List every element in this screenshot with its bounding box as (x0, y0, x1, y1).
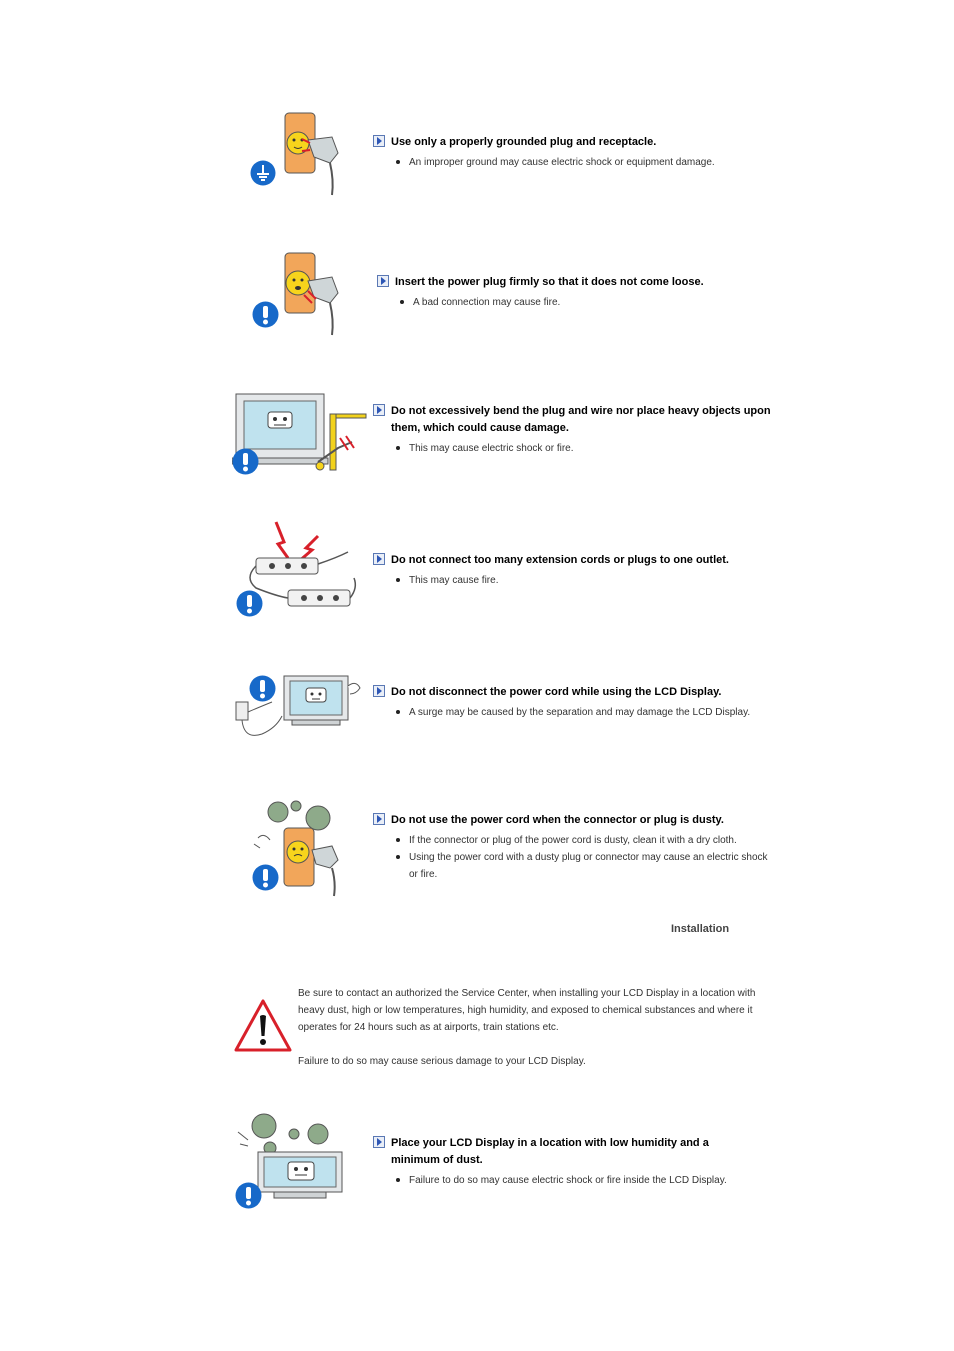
item-title: Place your LCD Display in a location with low humidity and a minimum of dust. (391, 1137, 709, 1166)
safety-item (377, 274, 777, 311)
exclamation-icon (236, 590, 263, 617)
exclamation-icon (252, 864, 279, 891)
bullet-arrow-icon (373, 404, 385, 416)
safety-item (373, 684, 773, 721)
safety-item (373, 812, 773, 883)
item-title: Do not connect too many extension cords or plugs to one outlet. (391, 554, 729, 566)
item-title: Use only a properly grounded plug and receptacle. (391, 136, 657, 148)
safety-item (373, 134, 773, 171)
safety-item (373, 1135, 753, 1189)
item-bullet: Using the power cord with a dusty plug or connector may cause an electric shock or fire. (391, 849, 771, 883)
installation-failure-text: Failure to do so may cause serious damage to your LCD Display. (298, 1056, 586, 1067)
illustration-disconnect-cord (232, 672, 372, 744)
bullet-arrow-icon (373, 685, 385, 697)
item-bullet: If the connector or plug of the power cord is dusty, clean it with a dry cloth. (391, 832, 771, 849)
item-bullet: Failure to do so may cause electric shock or fire inside the LCD Display. (391, 1172, 753, 1189)
item-bullet: This may cause electric shock or fire. (391, 440, 773, 457)
warning-triangle-icon (233, 998, 293, 1054)
section-label-installation: Installation (671, 923, 730, 935)
safety-item (373, 403, 773, 457)
item-title: Do not disconnect the power cord while using the LCD Display. (391, 686, 722, 698)
safety-item (373, 552, 773, 589)
item-bullet: A bad connection may cause fire. (395, 294, 777, 311)
item-bullet: This may cause fire. (391, 572, 773, 589)
bullet-arrow-icon (373, 813, 385, 825)
bullet-arrow-icon (373, 553, 385, 565)
ground-icon (250, 160, 276, 186)
item-bullet: An improper ground may cause electric shock or equipment damage. (391, 154, 773, 171)
item-title: Insert the power plug firmly so that it does not come loose. (395, 276, 704, 288)
item-title: Do not use the power cord when the connector or plug is dusty. (391, 814, 724, 826)
installation-warning-text: Be sure to contact an authorized the Service Center, when installing your LCD Display in a location with heavy dust, high or low temperatures, high humidity, and exposed to chemical substances and where it operates for 24 hours such as at airports, train stations etc. (298, 988, 756, 1033)
exclamation-icon (235, 1182, 262, 1209)
exclamation-icon (252, 301, 279, 328)
bullet-arrow-icon (373, 135, 385, 147)
item-title: Do not excessively bend the plug and wire nor place heavy objects upon them, which could cause damage. (391, 405, 771, 434)
bullet-arrow-icon (377, 275, 389, 287)
bullet-arrow-icon (373, 1136, 385, 1148)
item-bullet: A surge may be caused by the separation and may damage the LCD Display. (391, 704, 751, 721)
exclamation-icon (232, 448, 259, 475)
